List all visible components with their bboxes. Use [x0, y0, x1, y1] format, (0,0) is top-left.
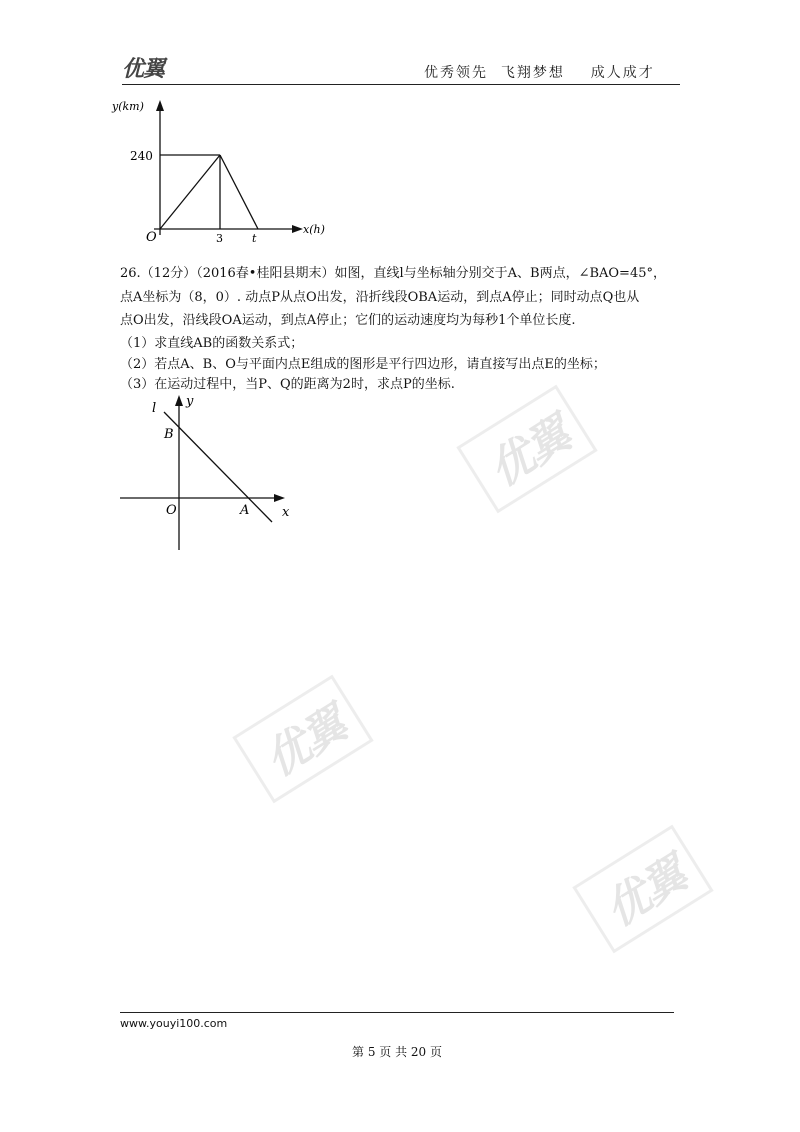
graph2-line-label: l — [152, 401, 157, 416]
question-2: （2）若点A、B、O与平面内点E组成的图形是平行四边形，请直接写出点E的坐标； — [120, 357, 606, 372]
graph1-y-arrow — [156, 100, 164, 111]
graph2-point-a: A — [240, 503, 250, 518]
graph1-y-tick: 240 — [130, 149, 153, 163]
problem-line-3: 点O出发，沿线段OA运动，到点A停止；它们的运动速度均为每秒1个单位长度. — [120, 313, 576, 328]
problem-line-2: 点A坐标为（8，0）. 动点P从点O出发，沿折线段OBA运动，到点A停止；同时动点Q也从 — [120, 290, 640, 305]
graph1-x-tick-t: t — [252, 232, 257, 245]
footer-site: www.youyi100.com — [120, 1017, 228, 1030]
graph2-y-arrow — [175, 395, 183, 406]
question-1: （1）求直线AB的函数关系式； — [120, 336, 304, 351]
graph2-origin: O — [166, 503, 177, 518]
graph1-y-label: y(km) — [112, 100, 144, 113]
footer-divider — [120, 1012, 674, 1013]
page-number: 第 5 页 共 20 页 — [352, 1045, 442, 1059]
distance-time-graph — [110, 95, 340, 255]
question-3: （3）在运动过程中，当P、Q的距离为2时，求点P的坐标. — [120, 377, 455, 392]
graph2-point-b: B — [164, 427, 174, 442]
line-ab-graph — [112, 392, 302, 554]
watermark-2: 优翼 — [232, 675, 373, 804]
graph2-x-arrow — [274, 494, 285, 502]
header-divider — [122, 84, 680, 85]
watermark-1: 优翼 — [456, 385, 597, 514]
logo: 优翼 — [122, 57, 165, 82]
graph1-origin: O — [146, 230, 157, 245]
line-l — [164, 412, 272, 522]
graph1-x-label: x(h) — [303, 223, 325, 236]
graph1-fall-segment — [220, 155, 258, 229]
watermark-3: 优翼 — [572, 825, 713, 954]
header-slogan: 优秀领先 飞翔梦想 成人成才 — [424, 65, 655, 81]
problem-line-1: 26.（12分）（2016春•桂阳县期末）如图，直线l与坐标轴分别交于A、B两点，∠BAO=45°， — [120, 266, 666, 281]
graph2-y-label: y — [186, 394, 194, 409]
graph1-x-tick-3: 3 — [216, 232, 223, 245]
graph1-rise-segment — [160, 155, 220, 229]
graph2-x-label: x — [282, 505, 290, 520]
graph1-x-arrow — [292, 225, 303, 233]
